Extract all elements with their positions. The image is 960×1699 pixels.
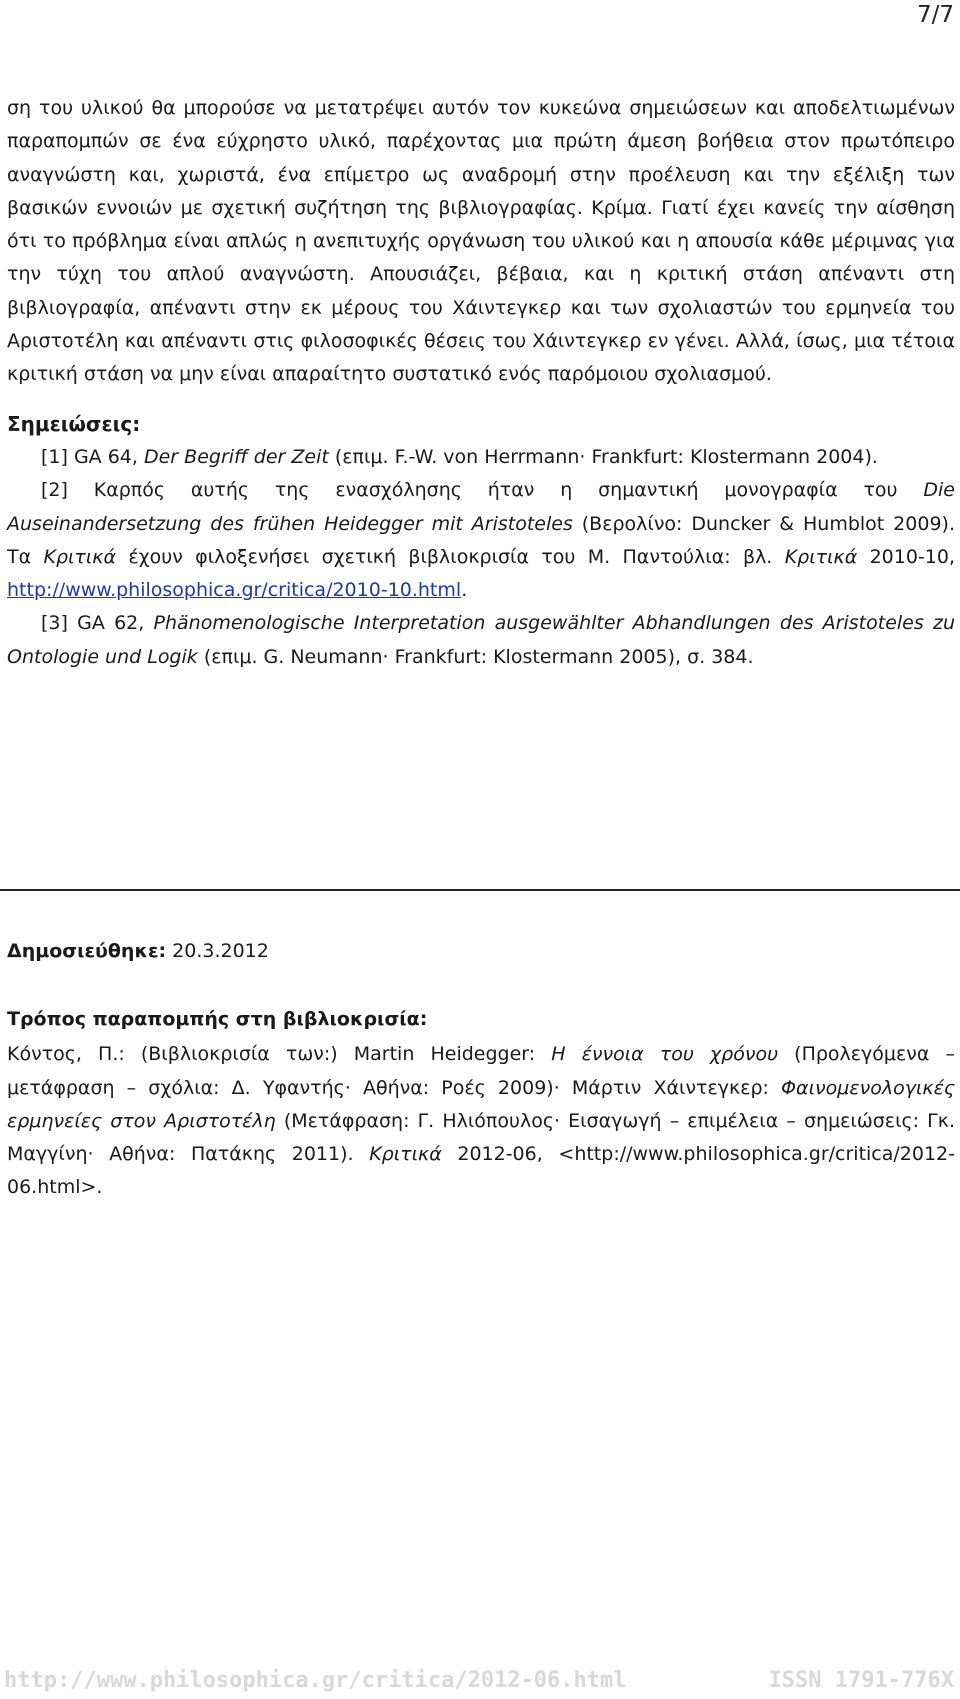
citation-journal: Κριτικά bbox=[369, 1143, 442, 1166]
published-line bbox=[7, 935, 269, 968]
citation-title-2: Φαινομενολογικές ερμηνείες στον Αριστοτέλη bbox=[7, 1076, 955, 1132]
footer-issn: ISSN 1791-776X bbox=[768, 1668, 954, 1693]
body-paragraph: ση του υλικού θα μπορούσε να μετατρέψει αυτόν τον κυκεώνα σημειώσεων και αποδελτιωμένων παραπομπών σε ένα εύχρηστο υλικό, παρέχοντας μια πρώτη άμεση βοήθεια στον πρωτόπειρο αναγνώστη και, χωριστά, ένα επίμετρο ως αναδρομή στην προέλευση και την εξέλιξη των βασικών εννοιών με σχετική συζήτηση της βιβλιογραφίας. Κρίμα. Γιατί έχει κανείς την αίσθηση ότι το πρόβλημα είναι απλώς η ανεπιτυχής οργάνωση του υλικού και η απουσία κάθε μέριμνας για την τύχη του απλού αναγνώστη. Απουσιάζει, βέβαια, και η κριτική στάση απέναντι στη βιβλιογραφία, απέναντι στην εκ μέρους του Χάιντεγκερ και των σχολιαστών του ερμηνεία του Αριστοτέλη και απέναντι στις φιλοσοφικές θέσεις του Χάιντεγκερ εν γένει. Αλλά, ίσως, μια τέτοια κριτική στάση να μην είναι απαραίτητο συστατικό ενός παρόμοιου σχολιασμού. bbox=[7, 97, 955, 386]
citation-title-1: Η έννοια του χρόνου bbox=[551, 1043, 779, 1066]
citation-part-3: (Μετάφραση: Γ. Ηλιόπουλος· Εισαγωγή – επιμέλεια – σημειώσεις: Γκ. Μαγγίνη· Αθήνα: Πατάκης 2011). bbox=[7, 1109, 955, 1166]
page-footer bbox=[0, 1668, 960, 1699]
citation-text bbox=[7, 1038, 955, 1204]
footnote-1 bbox=[7, 441, 955, 474]
footnote-1-title: Der Begriff der Zeit bbox=[143, 445, 329, 468]
footnote-2-link[interactable]: http://www.philosophica.gr/critica/2010-10.html bbox=[7, 579, 462, 602]
footnote-2-end: . bbox=[461, 579, 468, 602]
citation-part-1: Κόντος, Π.: (Βιβλιοκρισία των:) Martin Heidegger: bbox=[7, 1043, 552, 1066]
footnote-2-journal: Κριτικά bbox=[43, 545, 117, 568]
footnote-2-lead: [2] Καρπός αυτής της ενασχόλησης ήταν η σημαντική μονογραφία του bbox=[41, 479, 924, 502]
citation-part-4: 2012-06, <http://www.philosophica.gr/critica/2012-06.html>. bbox=[7, 1143, 955, 1199]
citation-part-2: (Προλεγόμενα – μετάφραση – σχόλια: Δ. Υφαντής· Αθήνα: Ροές 2009)· Μάρτιν Χάιντεγκερ: bbox=[7, 1043, 956, 1099]
published-date: 20.3.2012 bbox=[166, 940, 269, 962]
published-label: Δημοσιεύθηκε: bbox=[7, 940, 167, 962]
notes-heading: Σημειώσεις: bbox=[7, 411, 141, 436]
citation-heading: Τρόπος παραπομπής στη βιβλιοκρισία: bbox=[7, 1008, 428, 1030]
footnote-3 bbox=[7, 607, 955, 674]
footnote-1-rest: (επιμ. F.-W. von Herrmann· Frankfurt: Klostermann 2004). bbox=[328, 445, 878, 468]
footnote-2 bbox=[7, 474, 955, 607]
footnote-2-mid3: 2010-10, bbox=[857, 545, 956, 568]
footnote-2-journal-2: Κριτικά bbox=[784, 545, 858, 568]
footnote-1-lead: [1] GA 64, bbox=[41, 445, 144, 468]
page-number: 7/7 bbox=[916, 2, 954, 28]
footnote-3-title: Phänomenologische Interpretation ausgewählter Abhandlungen des Aristoteles zu Ontologie und Logik bbox=[7, 612, 955, 668]
footer-url: http://www.philosophica.gr/critica/2012-06.html bbox=[4, 1668, 627, 1693]
footnote-2-mid: (Βερολίνο: Duncker & Humblot 2009). Τα bbox=[7, 512, 955, 568]
footnote-3-rest: (επιμ. G. Neumann· Frankfurt: Klostermann 2005), σ. 384. bbox=[197, 645, 754, 668]
citation-block bbox=[7, 1003, 955, 1205]
footnote-3-lead: [3] GA 62, bbox=[41, 612, 154, 635]
footnote-2-title: Die Auseinandersetzung des frühen Heidegger mit Aristoteles bbox=[7, 479, 955, 535]
section-divider bbox=[0, 889, 960, 891]
main-content bbox=[7, 92, 955, 674]
footnote-2-mid2: έχουν φιλοξενήσει σχετική βιβλιοκρισία του Μ. Παντούλια: βλ. bbox=[116, 545, 785, 568]
